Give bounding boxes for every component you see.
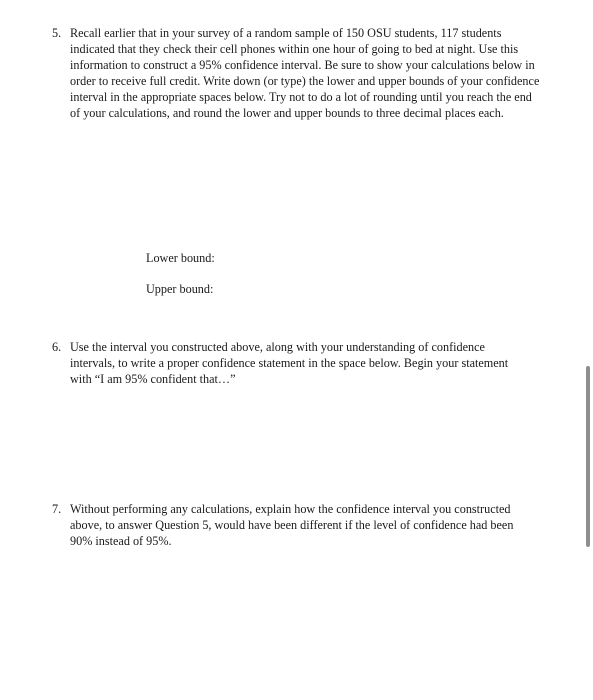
question-number: 5. [52, 26, 62, 40]
question-5 [52, 25, 542, 121]
question-6 [52, 339, 522, 387]
question-text: Recall earlier that in your survey of a random sample of 150 OSU students, 117 students indicated that they check their cell phones within one hour of going to bed at night. Use this information to construct a 95% confidence interval. Be sure to show your calculations below in order to receive full credit. Write down (or type) the lower and upper bounds of your confidence interval in the appropriate spaces below. Try not to do a lot of rounding until you reach the end of your calculations, and round the lower and upper bounds to three decimal places each. [70, 26, 540, 120]
question-text: Without performing any calculations, explain how the confidence interval you constructed above, to answer Question 5, would have been different if the level of confidence had been 90% instead of 95%. [70, 502, 514, 548]
upper-bound-label: Upper bound: [146, 282, 214, 296]
lower-bound-label: Lower bound: [146, 251, 215, 265]
question-text: Use the interval you constructed above, along with your understanding of confidence intervals, to write a proper confidence statement in the space below. Begin your statement with “I am 95% confident that…” [70, 340, 509, 386]
question-number: 6. [52, 340, 62, 354]
vertical-scrollbar[interactable] [586, 366, 590, 547]
question-7 [52, 501, 522, 549]
question-number: 7. [52, 502, 62, 516]
